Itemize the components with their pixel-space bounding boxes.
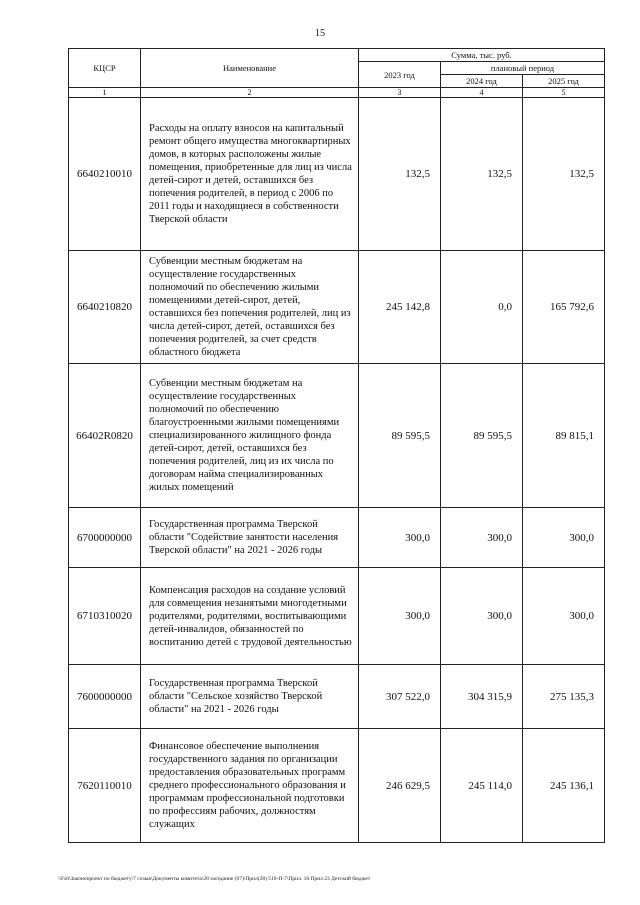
table-row <box>69 364 605 508</box>
table-row <box>69 251 605 364</box>
row-value-2024: 300,0 <box>441 508 523 568</box>
row-value-2024: 89 595,5 <box>441 364 523 508</box>
page-number: 15 <box>315 28 325 39</box>
row-code: 6700000000 <box>69 508 141 568</box>
row-value-2023: 300,0 <box>359 508 441 568</box>
column-number: 1 <box>69 88 141 98</box>
row-code: 66402R0820 <box>69 364 141 508</box>
row-code: 7600000000 <box>69 665 141 729</box>
header-year-2025: 2025 год <box>523 75 605 88</box>
row-name: Расходы на оплату взносов на капитальный ремонт общего имущества многоквартирных домов, в которых расположены жилые помещения, приобретенные для лиц из числа детей-сирот и детей, оставшихся без попечения родителей, в период с 2006 по 2011 годы и находящиеся в собственности Тверской области <box>141 98 359 251</box>
row-name: Субвенции местным бюджетам на осуществление государственных полномочий по обеспечению жилыми помещениями детей-сирот, детей, оставшихся без попечения родителей, лиц из числа детей-сирот, детей, оставшихся без попечения родителей, за счет средств областного бюджета <box>141 251 359 364</box>
column-number: 2 <box>141 88 359 98</box>
row-code: 6640210010 <box>69 98 141 251</box>
header-year-2023: 2023 год <box>359 62 441 88</box>
row-value-2023: 307 522,0 <box>359 665 441 729</box>
row-value-2025: 132,5 <box>523 98 605 251</box>
row-value-2024: 0,0 <box>441 251 523 364</box>
row-value-2025: 275 135,3 <box>523 665 605 729</box>
column-number: 3 <box>359 88 441 98</box>
row-value-2025: 245 136,1 <box>523 729 605 843</box>
row-name: Финансовое обеспечение выполнения государственного задания по организации предоставления образовательных программ среднего профессионального образования и программам профессиональной подготовки по профессиям рабочих, должностям служащих <box>141 729 359 843</box>
header-planned-period: плановый период <box>441 62 605 75</box>
header-year-2024: 2024 год <box>441 75 523 88</box>
row-value-2023: 246 629,5 <box>359 729 441 843</box>
footer-file-path: \\Fs0\Законопроект по бюджету\7 созыв\Документы комитета\28 заседание (07)\Прил(28) 510-П-7\Прил. 16 Прил 23 Детский бюджет <box>58 876 371 882</box>
row-value-2025: 300,0 <box>523 508 605 568</box>
row-value-2023: 245 142,8 <box>359 251 441 364</box>
budget-table <box>68 48 605 843</box>
row-value-2024: 304 315,9 <box>441 665 523 729</box>
table-row <box>69 665 605 729</box>
row-code: 7620110010 <box>69 729 141 843</box>
row-value-2025: 89 815,1 <box>523 364 605 508</box>
row-value-2023: 132,5 <box>359 98 441 251</box>
column-number: 5 <box>523 88 605 98</box>
table-row <box>69 568 605 665</box>
table-row <box>69 98 605 251</box>
header-sum: Сумма, тыс. руб. <box>359 49 605 62</box>
row-name: Государственная программа Тверской области "Содействие занятости населения Тверской области" на 2021 - 2026 годы <box>141 508 359 568</box>
row-code: 6640210820 <box>69 251 141 364</box>
row-value-2023: 300,0 <box>359 568 441 665</box>
column-number: 4 <box>441 88 523 98</box>
row-name: Компенсация расходов на создание условий для совмещения незанятыми многодетными родителями, родителями, воспитывающими детей-инвалидов, обязанностей по воспитанию детей с трудовой деятельностью <box>141 568 359 665</box>
row-value-2025: 300,0 <box>523 568 605 665</box>
header-name: Наименование <box>141 49 359 88</box>
row-value-2024: 245 114,0 <box>441 729 523 843</box>
row-value-2025: 165 792,6 <box>523 251 605 364</box>
row-value-2023: 89 595,5 <box>359 364 441 508</box>
column-numbers-row <box>69 88 605 98</box>
row-value-2024: 132,5 <box>441 98 523 251</box>
row-name: Государственная программа Тверской области "Сельское хозяйство Тверской области" на 2021 - 2026 годы <box>141 665 359 729</box>
row-value-2024: 300,0 <box>441 568 523 665</box>
row-name: Субвенции местным бюджетам на осуществление государственных полномочий по обеспечению благоустроенными жилыми помещениями специализированного жилищного фонда детей-сирот, детей, оставшихся без попечения родителей, лиц из их числа по договорам найма специализированных жилых помещений <box>141 364 359 508</box>
table-row <box>69 508 605 568</box>
row-code: 6710310020 <box>69 568 141 665</box>
header-code: КЦСР <box>69 49 141 88</box>
table-row <box>69 729 605 843</box>
